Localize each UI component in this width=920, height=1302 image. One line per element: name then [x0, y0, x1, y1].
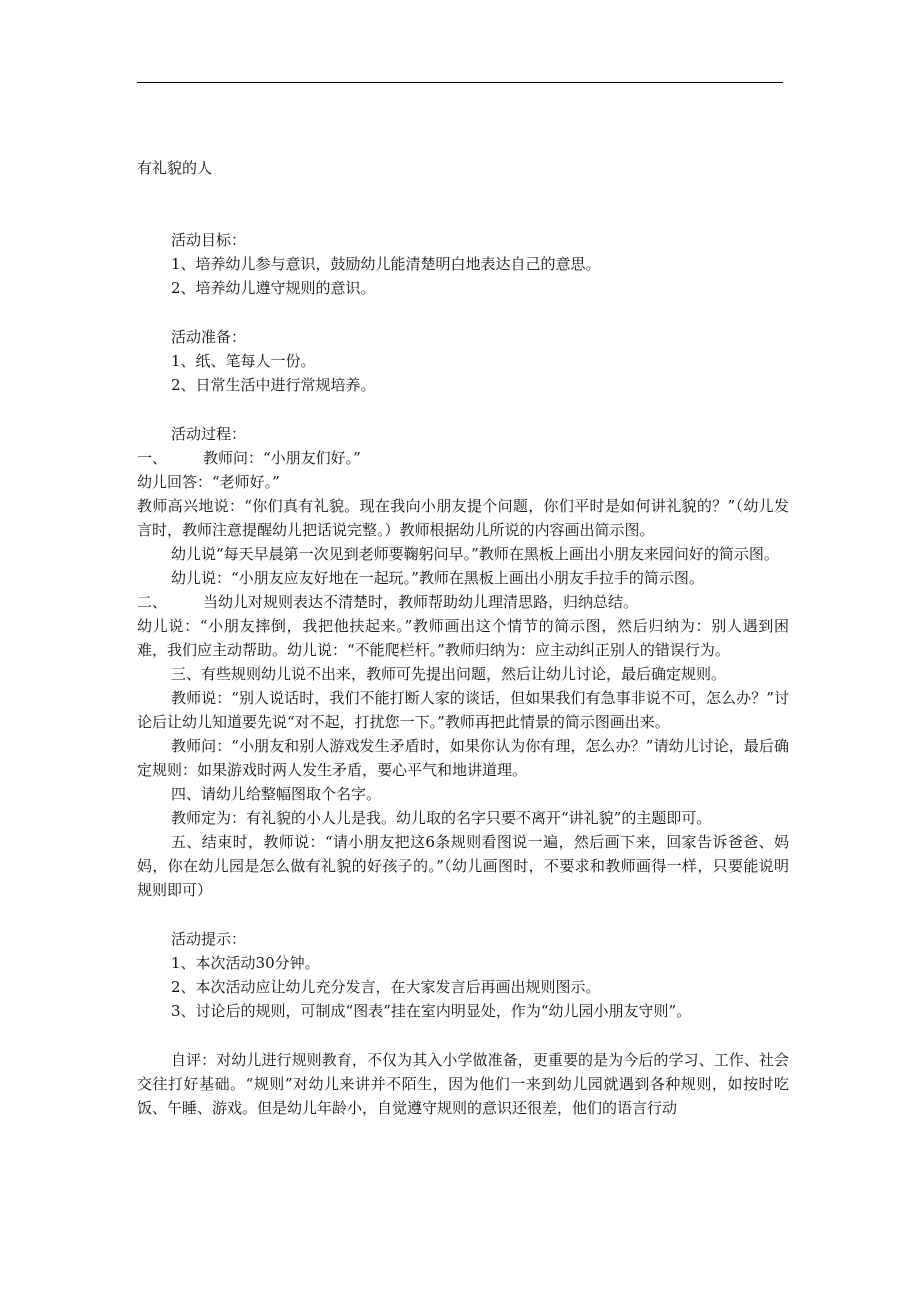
- process-paragraph: 教师高兴地说：“你们真有礼貌。现在我向小朋友提个问题，你们平时是如何讲礼貌的？”（幼儿发言时，教师注意提醒幼儿把话说完整。）教师根据幼儿所说的内容画出简示图。: [137, 497, 789, 539]
- goals-heading: 活动目标：: [171, 231, 247, 249]
- prep-heading: 活动准备：: [171, 328, 247, 346]
- process-paragraph: 三、有些规则幼儿说不出来，教师可先提出问题，然后让幼儿讨论，最后确定规则。: [171, 665, 727, 683]
- process-paragraph: 五、结束时，教师说：“请小朋友把这6条规则看图说一遍，然后画下来，回家告诉爸爸、妈妈，你在幼儿园是怎么做有礼貌的好孩子的。”（幼儿画图时，不要求和教师画得一样，只要能说明规则即可）: [137, 833, 789, 899]
- goal-item: 2、培养幼儿遵守规则的意识。: [171, 279, 376, 297]
- tip-item: 2、本次活动应让幼儿充分发言，在大家发言后再画出规则图示。: [171, 978, 601, 996]
- process-step-2: [137, 590, 789, 614]
- tips-heading: 活动提示：: [171, 930, 247, 948]
- tip-item: 1、本次活动30分钟。: [171, 954, 320, 972]
- process-paragraph: 教师定为：有礼貌的小人儿是我。幼儿取的名字只要不离开“讲礼貌”的主题即可。: [171, 809, 712, 827]
- process-step-1: [137, 446, 789, 470]
- process-paragraph: 幼儿回答：“老师好。”: [137, 473, 280, 491]
- step-number: 二、: [137, 593, 168, 611]
- process-heading: 活动过程：: [171, 425, 247, 443]
- document-body: [137, 156, 789, 1120]
- document-title: 有礼貌的人: [137, 159, 213, 177]
- process-paragraph: 幼儿说：“小朋友摔倒，我把他扶起来。”教师画出这个情节的简示图，然后归纳为：别人遇到困难，我们应主动帮助。幼儿说：“不能爬栏杆。”教师归纳为：应主动纠正别人的错误行为。: [137, 617, 789, 659]
- process-paragraph: 幼儿说“每天早晨第一次见到老师要鞠躬问早。”教师在黑板上画出小朋友来园问好的简示图。: [171, 545, 779, 563]
- step-number: 一、: [137, 449, 168, 467]
- process-paragraph: 教师说：“别人说话时，我们不能打断人家的谈话，但如果我们有急事非说不可，怎么办？”讨论后让幼儿知道要先说“对不起，打扰您一下。”教师再把此情景的简示图画出来。: [137, 689, 789, 731]
- process-paragraph: 幼儿说：“小朋友应友好地在一起玩。”教师在黑板上画出小朋友手拉手的简示图。: [171, 569, 704, 587]
- self-review-paragraph: 自评：对幼儿进行规则教育，不仅为其入小学做准备，更重要的是为今后的学习、工作、社会交往打好基础。“规则”对幼儿来讲并不陌生，因为他们一来到幼儿园就遇到各种规则，如按时吃饭、午睡、游戏。但是幼儿年龄小，自觉遵守规则的意识还很差，他们的语言行动: [137, 1051, 789, 1117]
- header-rule: [137, 82, 783, 83]
- goal-item: 1、培养幼儿参与意识，鼓励幼儿能清楚明白地表达自己的意思。: [171, 255, 601, 273]
- step-text: 教师问：“小朋友们好。”: [203, 449, 361, 467]
- step-text: 当幼儿对规则表达不清楚时，教师帮助幼儿理清思路，归纳总结。: [203, 593, 639, 611]
- prep-item: 1、纸、笔每人一份。: [171, 352, 316, 370]
- process-paragraph: 教师问：“小朋友和别人游戏发生矛盾时，如果你认为你有理，怎么办？”请幼儿讨论，最后确定规则：如果游戏时两人发生矛盾，要心平气和地讲道理。: [137, 737, 789, 779]
- process-paragraph: 四、请幼儿给整幅图取个名字。: [171, 785, 382, 803]
- prep-item: 2、日常生活中进行常规培养。: [171, 376, 376, 394]
- tip-item: 3、讨论后的规则，可制成“图表”挂在室内明显处，作为“幼儿园小朋友守则”。: [171, 1002, 692, 1020]
